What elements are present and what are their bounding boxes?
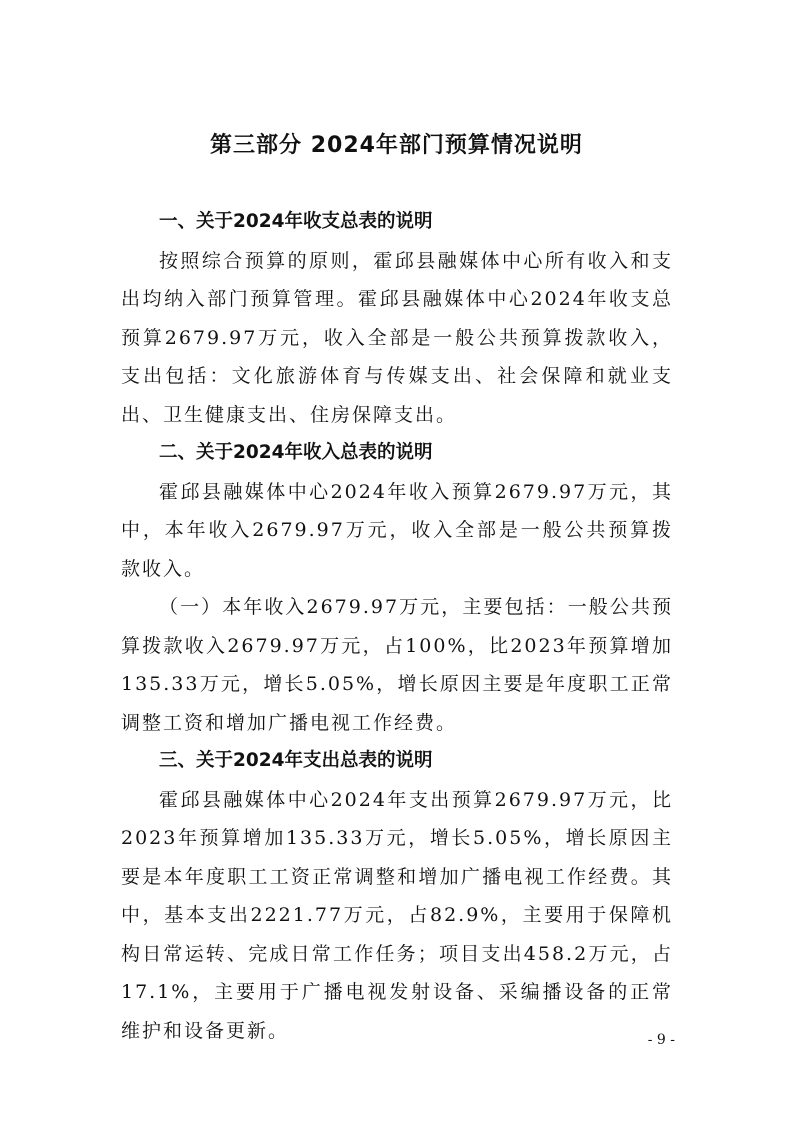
document-title: 第三部分 2024年部门预算情况说明 — [210, 133, 583, 158]
page-number: - 9 - — [647, 1032, 675, 1048]
section-3-paragraph-1: 霍邱县融媒体中心2024年支出预算2679.97万元，比2023年预算增加135.33万元，增长5.05%，增长原因主要是本年度职工工资正常调整和增加广播电视工作经费。其中，基本支出2221.77万元，占82.9%，主要用于保障机构日常运转、完成日常工作任务；项目支出458.2万元，占17.1%，主要用于广播电视发射设备、采编播设备的正常维护和设备更新。 — [121, 788, 673, 1042]
section-heading-2: 二、关于2024年收入总表的说明 — [159, 442, 433, 463]
section-heading-1: 一、关于2024年收支总表的说明 — [159, 211, 433, 232]
section-heading-3: 三、关于2024年支出总表的说明 — [159, 750, 433, 771]
section-1-paragraph-1: 按照综合预算的原则，霍邱县融媒体中心所有收入和支出均纳入部门预算管理。霍邱县融媒体中心2024年收支总预算2679.97万元，收入全部是一般公共预算拨款收入，支出包括：文化旅游体育与传媒支出、社会保障和就业支出、卫生健康支出、住房保障支出。 — [121, 249, 673, 426]
document-body — [121, 203, 673, 1050]
section-2-paragraph-2: （一）本年收入2679.97万元，主要包括：一般公共预算拨款收入2679.97万元，占100%，比2023年预算增加135.33万元，增长5.05%，增长原因主要是年度职工正常调整工资和增加广播电视工作经费。 — [121, 596, 673, 734]
section-2-paragraph-1: 霍邱县融媒体中心2024年收入预算2679.97万元，其中，本年收入2679.97万元，收入全部是一般公共预算拨款收入。 — [121, 480, 673, 580]
